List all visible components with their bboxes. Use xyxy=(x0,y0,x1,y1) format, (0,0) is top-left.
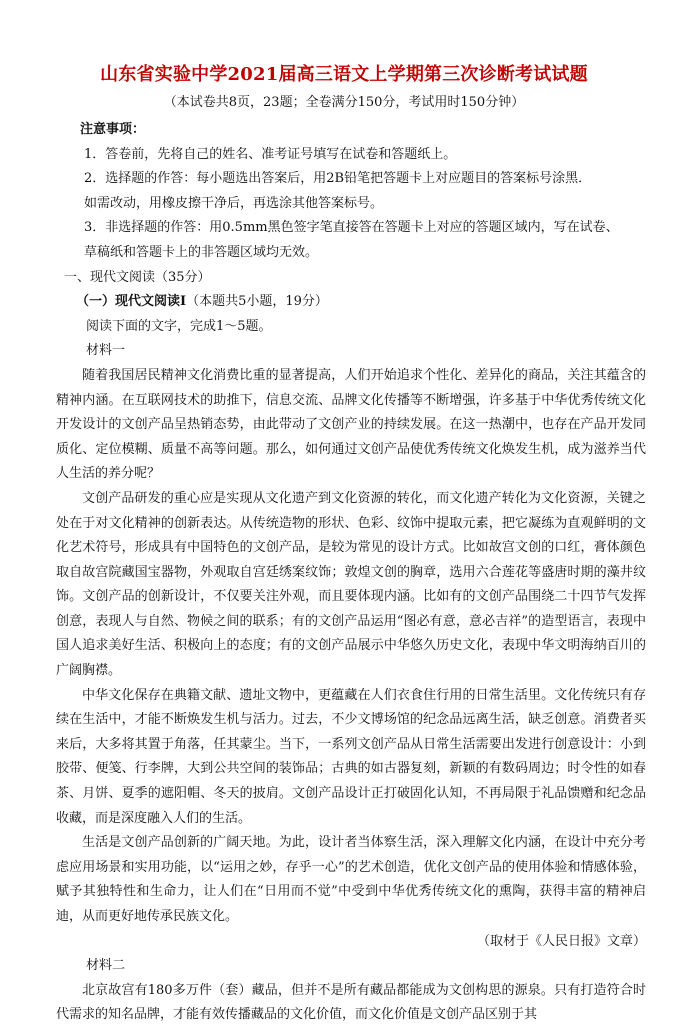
notice-item-2: 2．选择题的作答：每小题选出答案后，用2B铅笔把答题卡上对应题目的答案标号涂黑． xyxy=(84,171,592,187)
notice-item-1: 1．答卷前，先将自己的姓名、准考证号填写在试卷和答题纸上。 xyxy=(84,146,457,162)
notice-item-3-cont: 草稿纸和答题卡上的非答题区域均无效。 xyxy=(84,244,319,260)
material-1-paragraph-4: 生活是文创产品创新的广阔天地。为此，设计者当体察生活，深入理解文化内涵，在设计中充分考虑应用场景和实用功能，以“运用之妙，存乎一心”的艺术创造，优化文创产品的使用体验和情感体验，赋予其独特性和生命力，让人们在“日用而不觉”中受到中华优秀传统文化的熏陶，获得丰富的精神启迪，从而更好地传承民族文化。 xyxy=(56,835,646,924)
section-heading: 一、现代文阅读（35分） xyxy=(64,269,211,285)
exam-title: 山东省实验中学2021届高三语文上学期第三次诊断考试试题 xyxy=(100,64,588,85)
material-2-label: 材料二 xyxy=(86,958,126,974)
material-1-paragraph-1: 随着我国居民精神文化消费比重的显著提高，人们开始追求个性化、差异化的商品，关注其蕴含的精神内涵。在互联网技术的助推下，信息交流、品牌文化传播等不断增强，许多基于中华优秀传统文化开发设计的文创产品呈热销态势，由此带动了文创产业的持续发展。在这一热潮中，也存在产品开发同质化、定位模糊、质量不高等问题。那么，如何通过文创产品使优秀传统文化焕发生机，成为滋养当代人生活的养分呢？ xyxy=(56,367,646,482)
exam-subtitle: （本试卷共8页，23题；全卷满分150分，考试用时150分钟） xyxy=(163,95,525,110)
material-1-source: （取材于《人民日报》文章） xyxy=(476,933,646,949)
exam-body xyxy=(56,118,646,1028)
notice-item-2-cont: 如需改动，用橡皮擦干净后，再选涂其他答案标号。 xyxy=(84,195,384,211)
sub-section-heading-rest: （本题共5小题，19分） xyxy=(186,294,328,310)
material-2-paragraph: 北京故宫有180多万件（套）藏品，但并不是所有藏品都能成为文创构思的源泉。只有打造符合时代需求的知名品牌，才能有效传播藏品的文化价值，而文化价值是文创产品区别于其 xyxy=(56,982,646,1023)
material-1-label: 材料一 xyxy=(86,343,126,359)
reading-instruction: 阅读下面的文字，完成1～5题。 xyxy=(86,318,272,334)
material-1-paragraph-2: 文创产品研发的重心应是实现从文化遗产到文化资源的转化，而文化遗产转化为文化资源，关键之处在于对文化精神的创新表达。从传统造物的形状、色彩、纹饰中提取元素，把它凝练为直观鲜明的文化艺术符号，形成具有中国特色的文创产品，是较为常见的设计方式。比如故宫文创的口红，膏体颜色取自故宫院藏国宝器物，外观取自宫廷绣案纹饰；敦煌文创的胸章，选用六合莲花等盛唐时期的藻井纹饰。文创产品的创新设计，不仅要关注外观，而且要体现内涵。比如有的文创产品围绕二十四节气发挥创意，表现人与自然、物候之间的联系；有的文创产品运用“图必有意，意必吉祥”的造型语言，表现中国人追求美好生活、积极向上的态度；有的文创产品展示中华悠久历史文化，表现中华文明海纳百川的广阔胸襟。 xyxy=(56,490,646,679)
notice-heading: 注意事项： xyxy=(80,122,146,137)
sub-section-heading xyxy=(76,290,646,315)
sub-section-heading-bold: （一）现代文阅读Ⅰ xyxy=(76,294,187,310)
notice-item-3: 3．非选择题的作答：用0.5mm黑色签字笔直接答在答题卡上对应的答题区域内，写在试卷、 xyxy=(84,220,619,236)
material-1-paragraph-3: 中华文化保存在典籍文献、遗址文物中，更蕴藏在人们衣食住行用的日常生活里。文化传统只有存续在生活中，才能不断焕发生机与活力。过去，不少文博场馆的纪念品远离生活，缺乏创意。消费者买来后，大多将其置于角落，任其蒙尘。当下，一系列文创产品从日常生活需要出发进行创意设计：小到胶带、便笺、行李牌，大到公共空间的装饰品；古典的如古器复刻，新颖的有数码周边；时令性的如春茶、月饼、夏季的遮阳帽、冬天的披肩。文创产品设计正打破固化认知，不再局限于礼品馈赠和纪念品收藏，而是深度融入人们的生活。 xyxy=(56,687,646,826)
